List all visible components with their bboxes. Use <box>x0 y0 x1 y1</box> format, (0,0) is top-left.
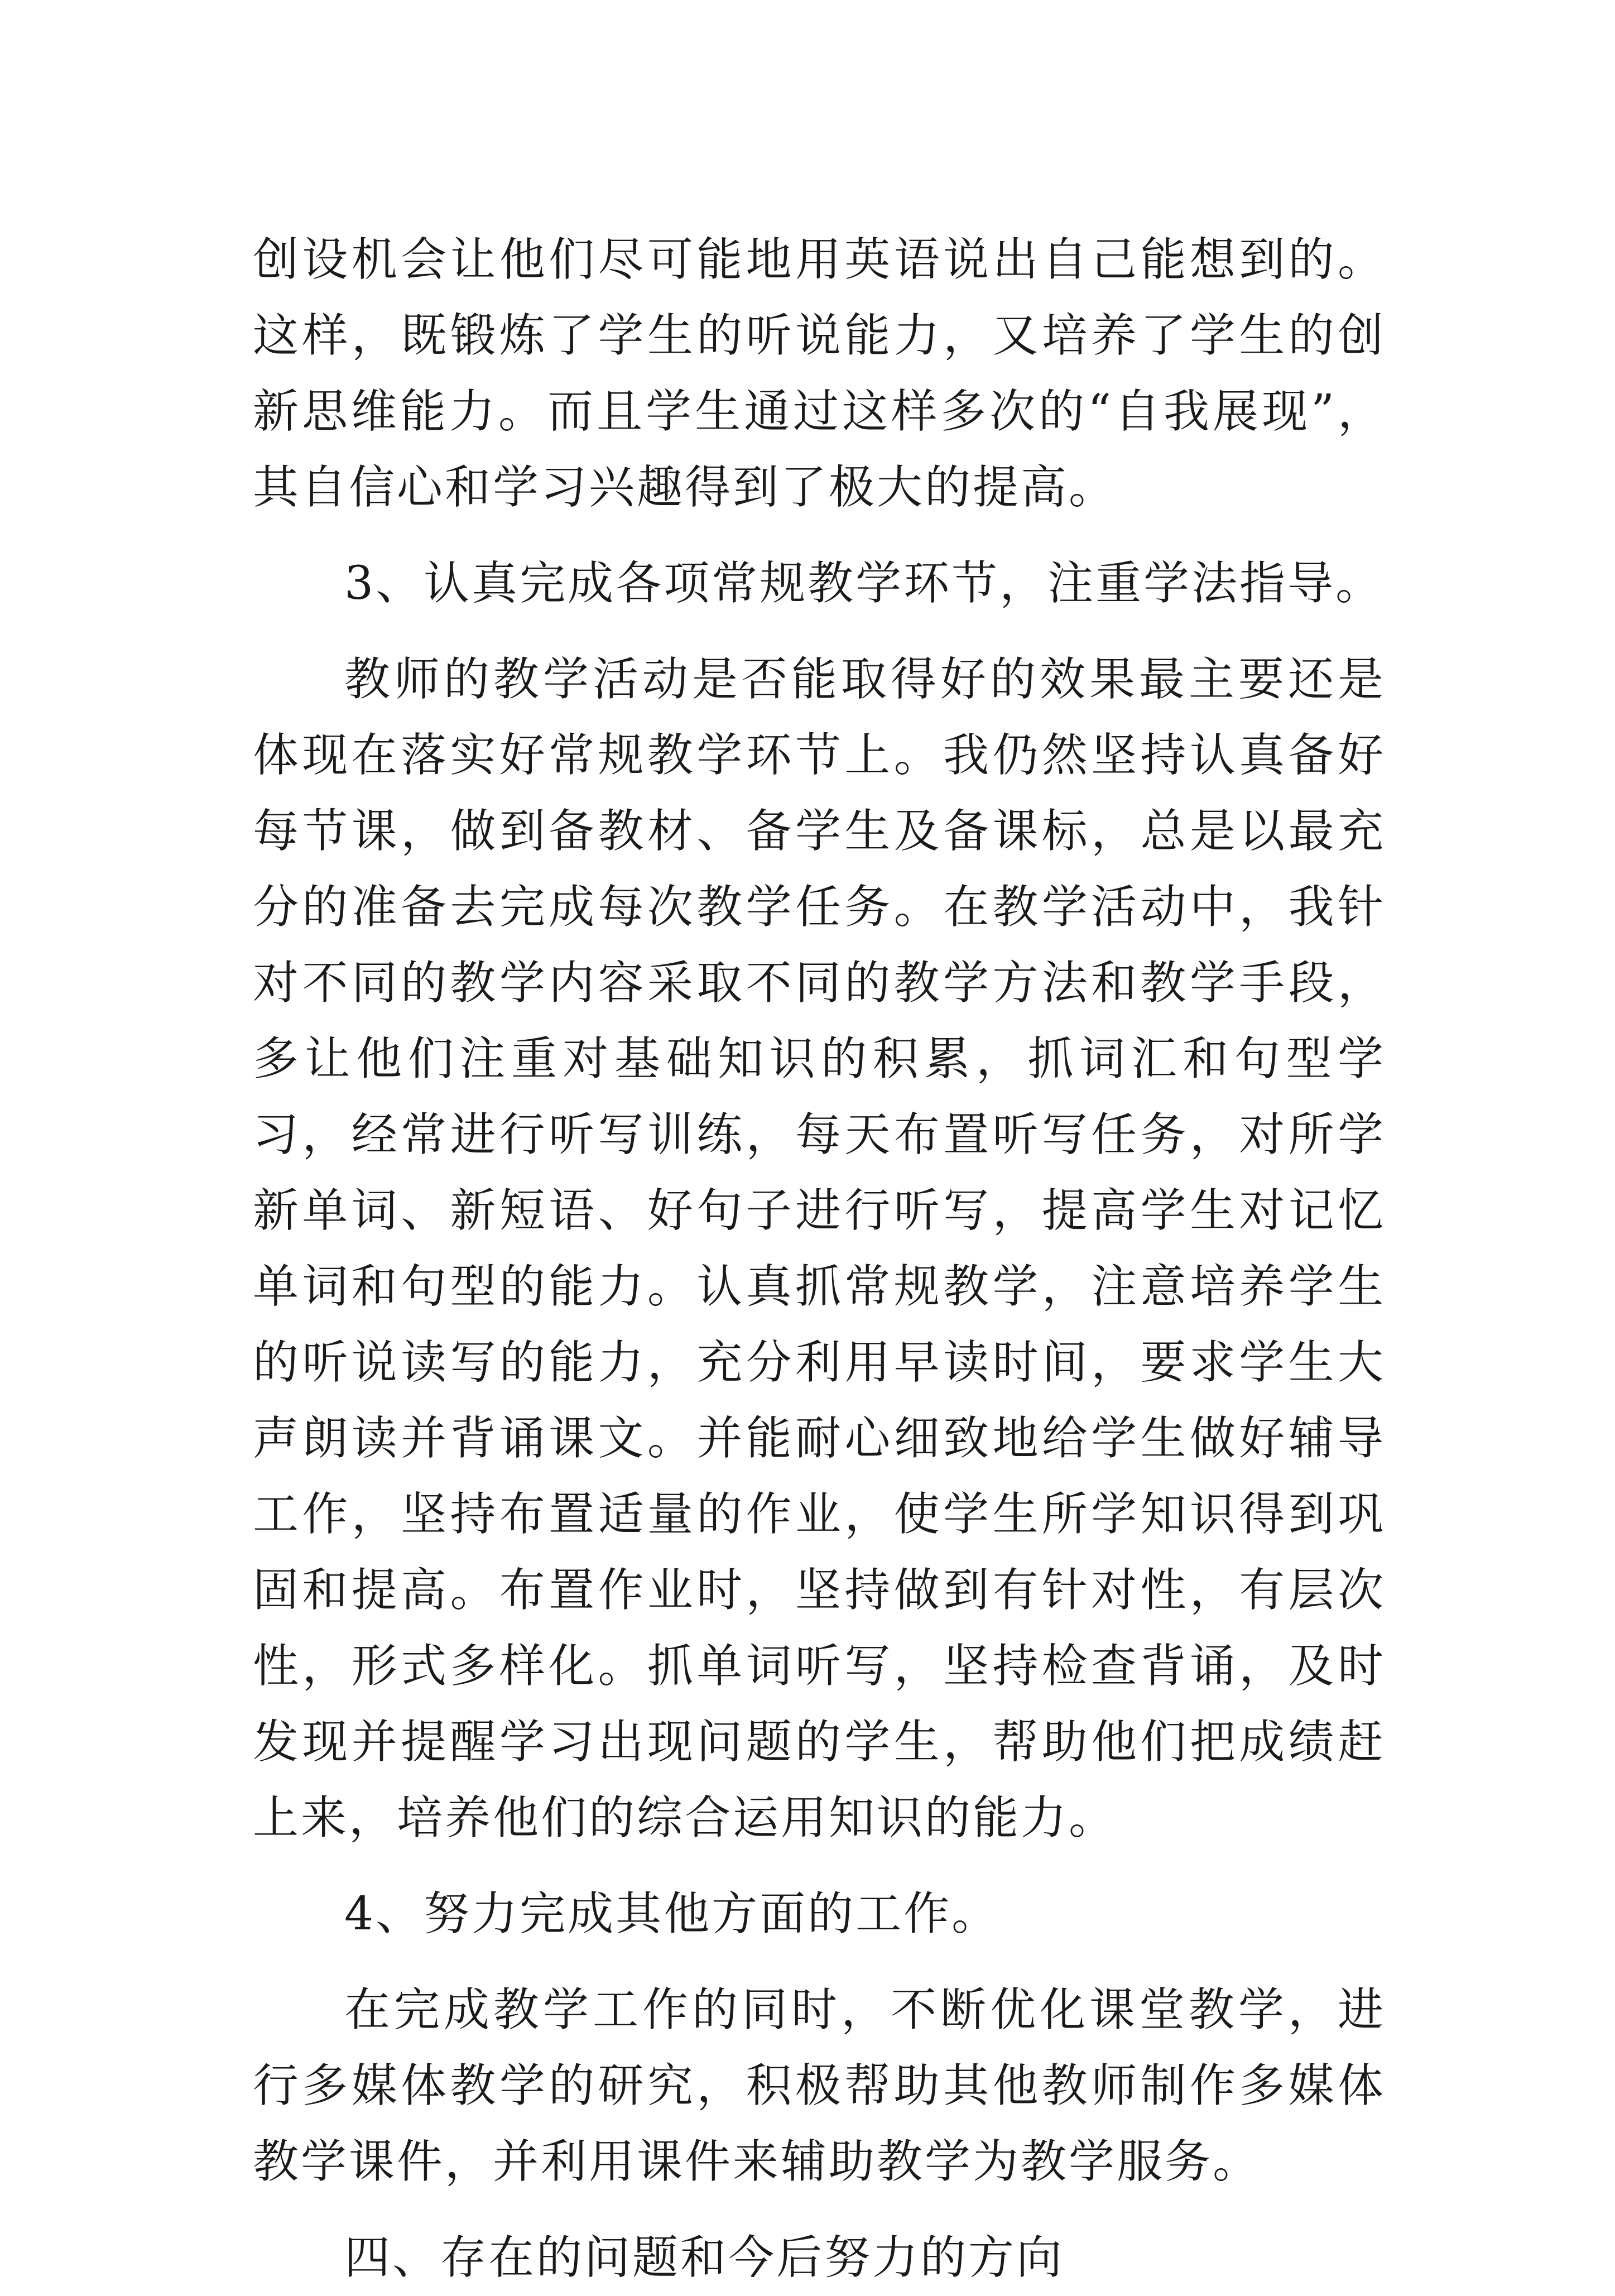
paragraph-routine-teaching: 教师的教学活动是否能取得好的效果最主要还是体现在落实好常规教学环节上。我仍然坚持认真备好每节课，做到备教材、备学生及备课标，总是以最充分的准备去完成每次教学任务。在教学活动中，我针对不同的教学内容采取不同的教学方法和教学手段，多让他们注重对基础知识的积累，抓词汇和句型学习，经常进行听写训练，每天布置听写任务，对所学新单词、新短语、好句子进行听写，提高学生对记忆单词和句型的能力。认真抓常规教学，注意培养学生的听说读写的能力，充分利用早读时间，要求学生大声朗读并背诵课文。并能耐心细致地给学生做好辅导工作，坚持布置适量的作业，使学生所学知识得到巩固和提高。布置作业时，坚持做到有针对性，有层次性，形式多样化。抓单词听写，坚持检查背诵，及时发现并提醒学习出现问题的学生，帮助他们把成绩赶上来，培养他们的综合运用知识的能力。 <box>253 653 1386 1845</box>
paragraph-continuation: 创设机会让他们尽可能地用英语说出自己能想到的。这样，既锻炼了学生的听说能力，又培养了学生的创新思维能力。而且学生通过这样多次的“自我展现”，其自信心和学习兴趣得到了极大的提高。 <box>253 233 1386 514</box>
subheading-other-work: 4、努力完成其他方面的工作。 <box>344 1887 1000 1940</box>
subheading-routine-teaching: 3、认真完成各项常规教学环节，注重学法指导。 <box>344 557 1384 610</box>
section-heading-problems: 四、存在的问题和今后努力的方向 <box>344 2231 1065 2284</box>
document-body <box>253 222 1386 2296</box>
paragraph-other-work: 在完成教学工作的同时，不断优化课堂教学，进行多媒体教学的研究，积极帮助其他教师制作多媒体教学课件，并利用课件来辅助教学为教学服务。 <box>253 1983 1386 2188</box>
